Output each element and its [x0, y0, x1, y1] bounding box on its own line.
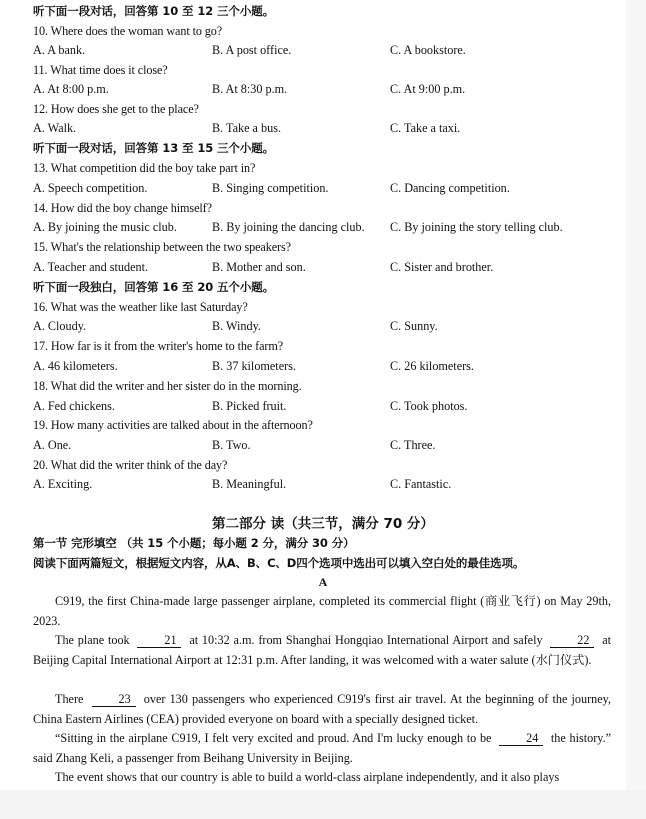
paragraph-2-start: The plane took	[55, 633, 130, 647]
paragraph-5	[33, 768, 611, 788]
option-20-c: C. Fantastic.	[390, 477, 452, 491]
option-19-b: B. Two.	[212, 438, 251, 452]
option-18-c: C. Took photos.	[390, 399, 468, 413]
option-16-b: B. Windy.	[212, 319, 261, 333]
option-16-a: A. Cloudy.	[33, 319, 87, 333]
right-margin	[626, 0, 646, 790]
paragraph-2	[33, 631, 611, 670]
monologue-instruction: 听下面一段独白，回答第 16 至 20 五个小题。	[33, 280, 275, 294]
option-12-c: C. Take a taxi.	[390, 121, 461, 135]
blank-21: 21	[137, 634, 181, 648]
paragraph-3-end: over 130 passengers who experienced C919's first air travel. At the beginning of the journey, China Eastern Airlines (CEA) provided everyone on board with a specially designed ticket.	[33, 692, 612, 726]
paragraph-2-end: at Beijing Capital International Airport at 12:31 p.m. After landing, it was welcomed with a water salute (水门仪式).	[33, 633, 612, 667]
question-18: 18. What did the writer and her sister do in the morning.	[33, 379, 302, 393]
dialog-4-instruction: 听下面一段对话，回答第 13 至 15 三个小题。	[33, 141, 275, 155]
part-two-title: 第二部分 读（共三节，满分 70 分）	[212, 516, 434, 532]
question-10: 10. Where does the woman want to go?	[33, 24, 223, 38]
option-18-b: B. Picked fruit.	[212, 399, 287, 413]
paragraph-2-middle: at 10:32 a.m. from Shanghai Hongqiao International Airport and safely	[189, 633, 543, 647]
option-15-b: B. Mother and son.	[212, 260, 306, 274]
paragraph-5-text: The event shows that our country is able to build a world-class airplane independently, and it also plays	[55, 770, 560, 784]
question-16: 16. What was the weather like last Saturday?	[33, 300, 248, 314]
question-13: 13. What competition did the boy take part in?	[33, 161, 256, 175]
reading-instructions: 阅读下面两篇短文，根据短文内容，从A、B、C、D四个选项中选出可以填入空白处的最佳选项。	[33, 556, 525, 570]
option-10-b: B. A post office.	[212, 43, 292, 57]
option-11-a: A. At 8:00 p.m.	[33, 82, 109, 96]
paragraph-3	[33, 690, 611, 729]
option-11-b: B. At 8:30 p.m.	[212, 82, 288, 96]
option-15-c: C. Sister and brother.	[390, 260, 494, 274]
question-15: 15. What's the relationship between the two speakers?	[33, 240, 291, 254]
section-one-title: 第一节 完形填空 （共 15 个小题；每小题 2 分，满分 30 分）	[33, 536, 355, 550]
question-14: 14. How did the boy change himself?	[33, 201, 212, 215]
option-11-c: C. At 9:00 p.m.	[390, 82, 466, 96]
option-13-a: A. Speech competition.	[33, 181, 148, 195]
paragraph-4	[33, 729, 611, 768]
option-12-a: A. Walk.	[33, 121, 77, 135]
blank-23: 23	[92, 693, 136, 707]
question-20: 20. What did the writer think of the day?	[33, 458, 228, 472]
paragraph-1	[33, 592, 611, 631]
option-17-a: A. 46 kilometers.	[33, 359, 118, 373]
option-14-c: C. By joining the story telling club.	[390, 220, 563, 234]
option-10-c: C. A bookstore.	[390, 43, 466, 57]
option-13-c: C. Dancing competition.	[390, 181, 510, 195]
option-18-a: A. Fed chickens.	[33, 399, 115, 413]
option-16-c: C. Sunny.	[390, 319, 438, 333]
option-20-b: B. Meaningful.	[212, 477, 287, 491]
blank-24: 24	[499, 732, 543, 746]
question-11: 11. What time does it close?	[33, 63, 168, 77]
question-19: 19. How many activities are talked about in the afternoon?	[33, 418, 313, 432]
option-10-a: A. A bank.	[33, 43, 86, 57]
option-17-b: B. 37 kilometers.	[212, 359, 296, 373]
option-19-a: A. One.	[33, 438, 72, 452]
option-13-b: B. Singing competition.	[212, 181, 329, 195]
paragraph-1-text: C919, the first China-made large passenger airplane, completed its commercial flight (商业飞行) on May 29th, 2023.	[33, 594, 611, 628]
blank-22: 22	[550, 634, 594, 648]
option-14-b: B. By joining the dancing club.	[212, 220, 365, 234]
option-14-a: A. By joining the music club.	[33, 220, 177, 234]
bottom-margin	[0, 790, 646, 819]
option-15-a: A. Teacher and student.	[33, 260, 149, 274]
paragraph-3-start: There	[55, 692, 84, 706]
passage-label: A	[318, 575, 328, 589]
question-12: 12. How does she get to the place?	[33, 102, 199, 116]
paragraph-4-end: the history.” said Zhang Keli, a passenger from Beihang University in Beijing.	[33, 731, 612, 765]
option-17-c: C. 26 kilometers.	[390, 359, 474, 373]
option-19-c: C. Three.	[390, 438, 436, 452]
option-12-b: B. Take a bus.	[212, 121, 281, 135]
question-17: 17. How far is it from the writer's home to the farm?	[33, 339, 284, 353]
paragraph-4-start: “Sitting in the airplane C919, I felt very excited and proud. And I'm lucky enough to be	[55, 731, 492, 745]
option-20-a: A. Exciting.	[33, 477, 93, 491]
dialog-3-instruction: 听下面一段对话，回答第 10 至 12 三个小题。	[33, 4, 275, 18]
